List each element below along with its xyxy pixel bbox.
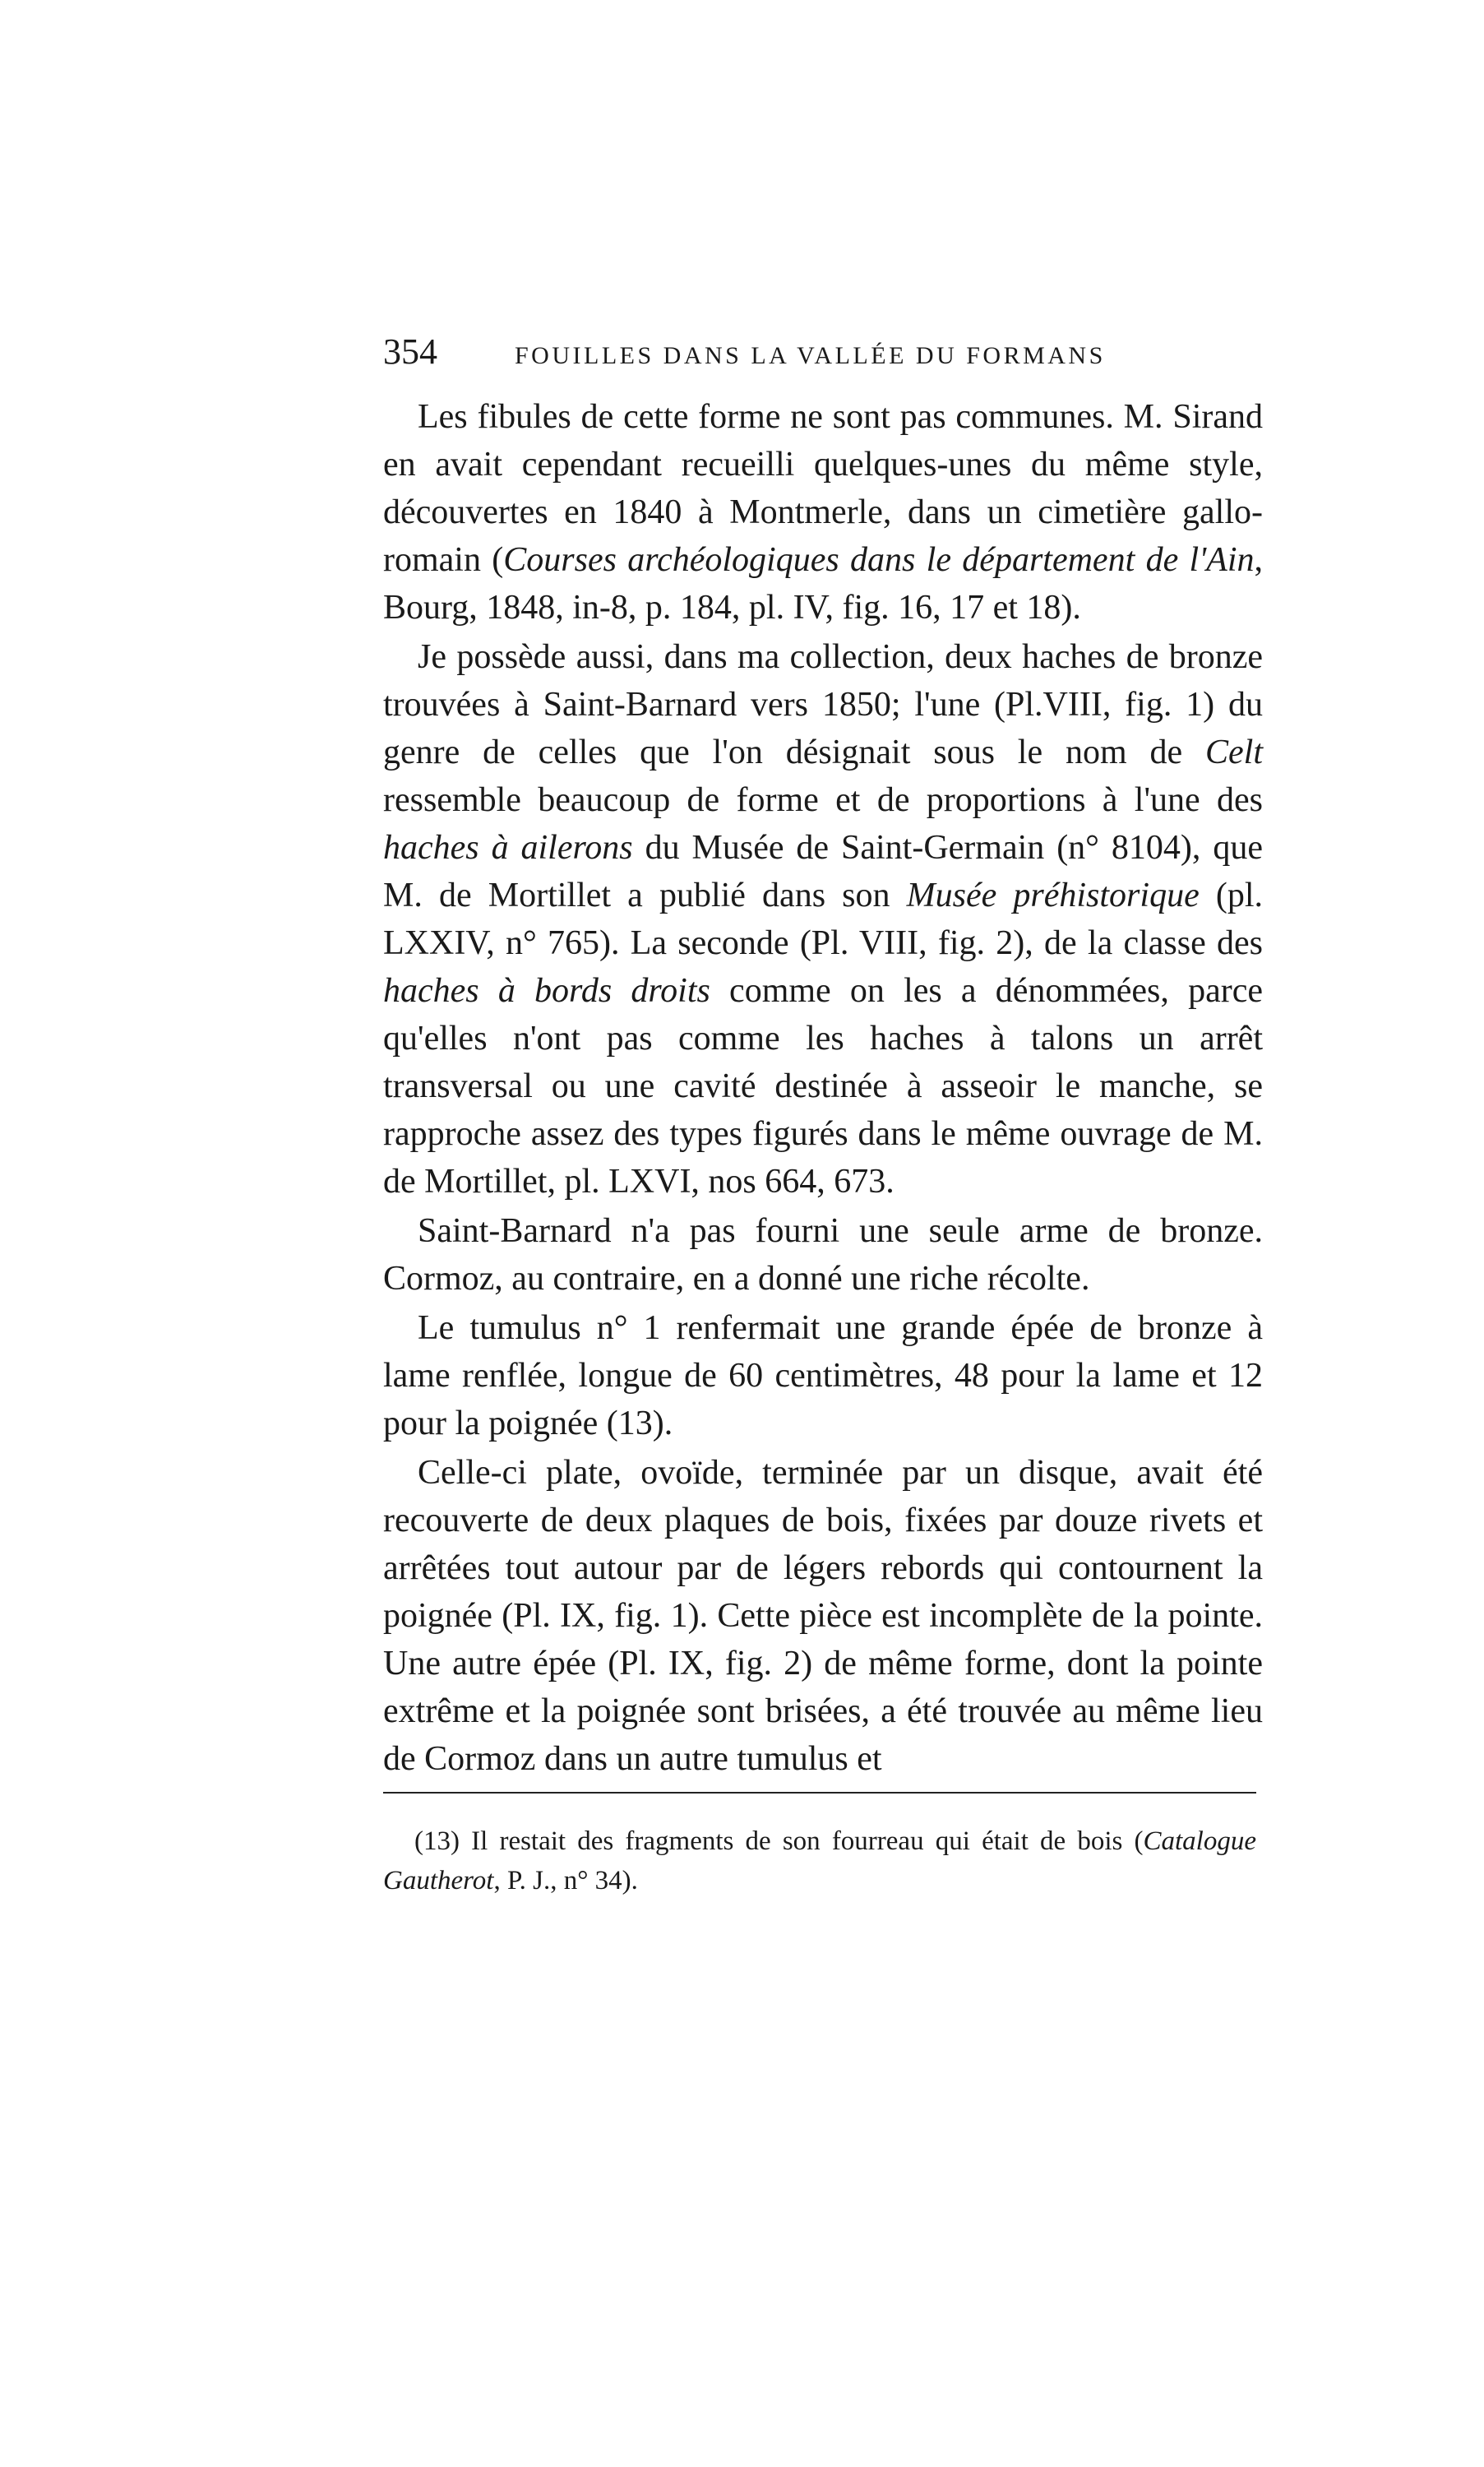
page-number: 354: [383, 331, 437, 372]
running-title: FOUILLES DANS LA VALLÉE DU FORMANS: [515, 342, 1106, 369]
running-head: [383, 331, 1255, 380]
paragraph-tumulus: Le tumulus n° 1 renfermait une grande épée de bronze à lame renflée, longue de 60 centimètres, 48 pour la lame et 12 pour la poignée (13).: [383, 1309, 1263, 1442]
paragraph-poignee: Celle-ci plate, ovoïde, terminée par un disque, avait été recouverte de deux plaques de bois, fixées par douze rivets et arrêtées tout autour par de légers rebords qui contournent la poignée (Pl. IX, fig. 1). Cette pièce est incomplète de la pointe. Une autre épée (Pl. IX, fig. 2) de même forme, dont la pointe extrême et la poignée sont brisées, a été trouvée au même lieu de Cormoz dans un autre tumulus et: [383, 1454, 1263, 1778]
paragraph-saint-barnard: Saint-Barnard n'a pas fourni une seule arme de bronze. Cormoz, au contraire, en a donné une riche récolte.: [383, 1212, 1263, 1298]
footnote-rule: [383, 1792, 1256, 1794]
paragraph-haches: Je possède aussi, dans ma collection, deux haches de bronze trouvées à Saint-Barnard vers 1850; l'une (Pl.VIII, fig. 1) du genre de celles que l'on désignait sous le nom de Celt ressemble beaucoup de forme et de proportions à l'une des haches à ailerons du Musée de Saint-Germain (n° 8104), que M. de Mortillet a publié dans son Musée préhistorique (pl. LXXIV, n° 765). La seconde (Pl. VIII, fig. 2), de la classe des haches à bords droits comme on les a dénommées, parce qu'elles n'ont pas comme les haches à talons un arrêt transversal ou une cavité destinée à asseoir le manche, se rapproche assez des types figurés dans le même ouvrage de M. de Mortillet, pl. LXVI, nos 664, 673.: [383, 638, 1263, 1201]
footnote: (13) Il restait des fragments de son fourreau qui était de bois (Catalogue Gautherot, P. J., n° 34).: [383, 1826, 1256, 1895]
paragraph-fibules: Les fibules de cette forme ne sont pas communes. M. Sirand en avait cependant recueilli quelques-unes du même style, découvertes en 1840 à Montmerle, dans un cimetière gallo-romain (Courses archéologiques dans le département de l'Ain, Bourg, 1848, in-8, p. 184, pl. IV, fig. 16, 17 et 18).: [383, 398, 1264, 627]
body-text: [383, 393, 1263, 1783]
